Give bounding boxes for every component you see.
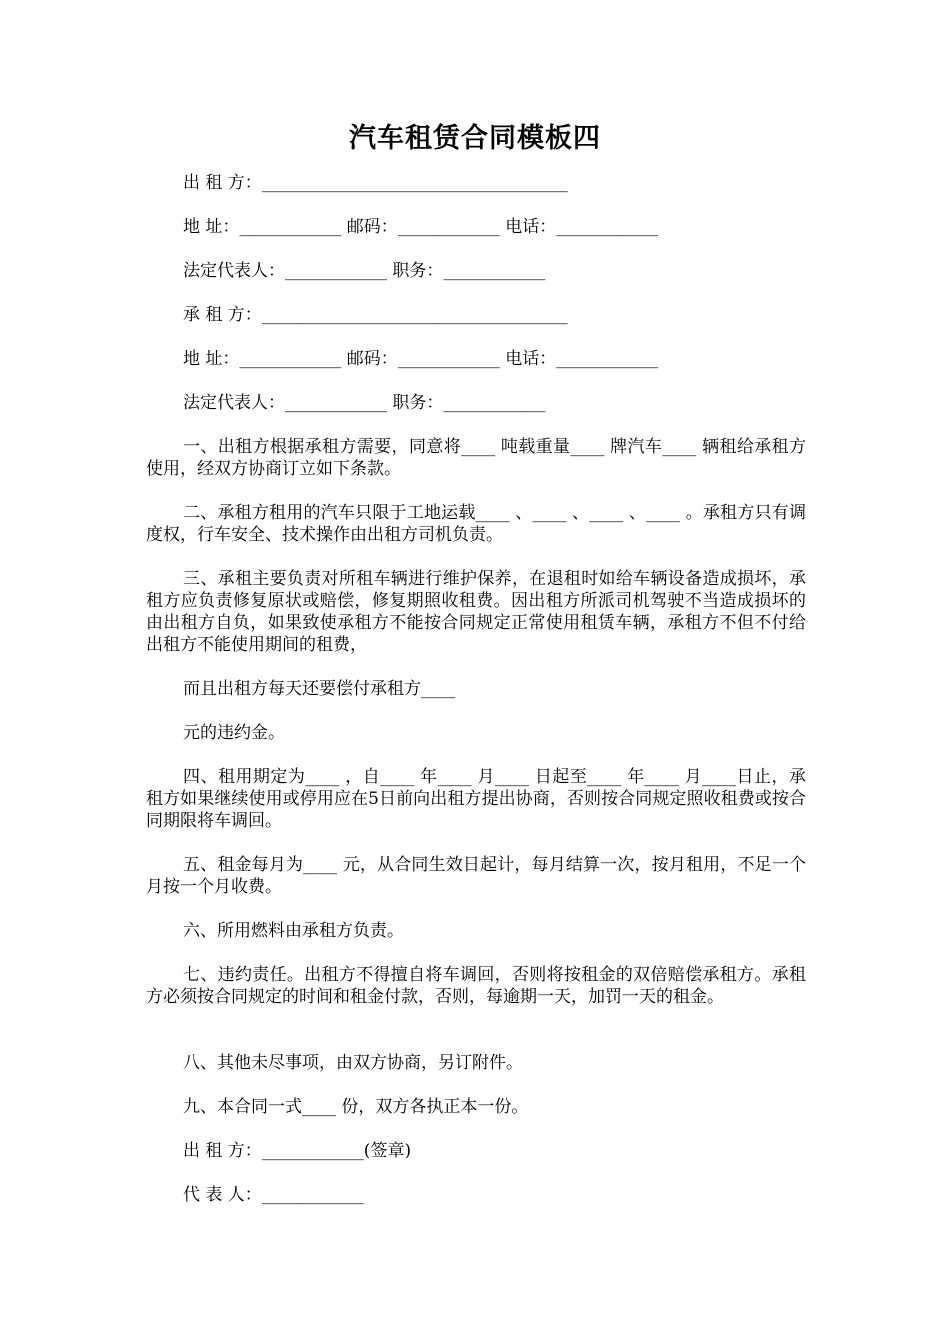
clause-6: 六、所用燃料由承租方负责。: [183, 921, 404, 941]
clause-3-end: 元的违约金。: [183, 723, 285, 743]
lessee-representative-line: 法定代表人：____________ 职务：____________: [183, 393, 546, 413]
clause-8: 八、其他未尽事项，由双方协商，另订附件。: [183, 1053, 523, 1073]
lessee-line: 承 租 方：____________________________________: [183, 305, 568, 325]
document-title: 汽车租赁合同模板四: [349, 123, 601, 154]
clause-1: 一、出租方根据承租方需要，同意将____ 吨载重量____ 牌汽车____ 辆租给承租方使用，经双方协商订立如下条款。: [146, 437, 806, 479]
clause-5: 五、租金每月为____ 元，从合同生效日起计，每月结算一次，按月租用，不足一个月按一个月收费。: [146, 855, 806, 897]
lessor-representative-line: 法定代表人：____________ 职务：____________: [183, 261, 546, 281]
signature-lessor-line: 出 租 方：____________(签章): [183, 1141, 412, 1161]
signature-representative-line: 代 表 人：____________: [183, 1185, 364, 1205]
clause-4: 四、租用期定为____ ，自____ 年____ 月____ 日起至____ 年____ 月____日止，承租方如果继续使用或停用应在5日前向出租方提出协商，否则按合同规定照收租费或按合同期限将车调回。: [146, 767, 806, 831]
lessor-line: 出 租 方：____________________________________: [183, 173, 568, 193]
clause-3-continuation: 而且出租方每天还要偿付承租方____: [183, 679, 455, 699]
clause-2: 二、承租方租用的汽车只限于工地运载____ 、____ 、____ 、____ 。承租方只有调度权，行车安全、技术操作由出租方司机负责。: [146, 503, 806, 545]
clause-9: 九、本合同一式____ 份，双方各执正本一份。: [183, 1097, 529, 1117]
clause-7: 七、违约责任。出租方不得擅自将车调回，否则将按租金的双倍赔偿承租方。承租方必须按合同规定的时间和租金付款，否则，每逾期一天，加罚一天的租金。: [146, 965, 806, 1007]
lessee-address-line: 地 址：____________ 邮码：____________ 电话：____________: [183, 349, 659, 369]
clause-3: 三、承租主要负责对所租车辆进行维护保养，在退租时如给车辆设备造成损坏，承租方应负责修复原状或赔偿，修复期照收租费。因出租方所派司机驾驶不当造成损坏的由出租方自负，如果致使承租方不能按合同规定正常使用租赁车辆，承租方不但不付给出租方不能使用期间的租费，: [146, 569, 806, 655]
lessor-address-line: 地 址：____________ 邮码：____________ 电话：____________: [183, 217, 659, 237]
